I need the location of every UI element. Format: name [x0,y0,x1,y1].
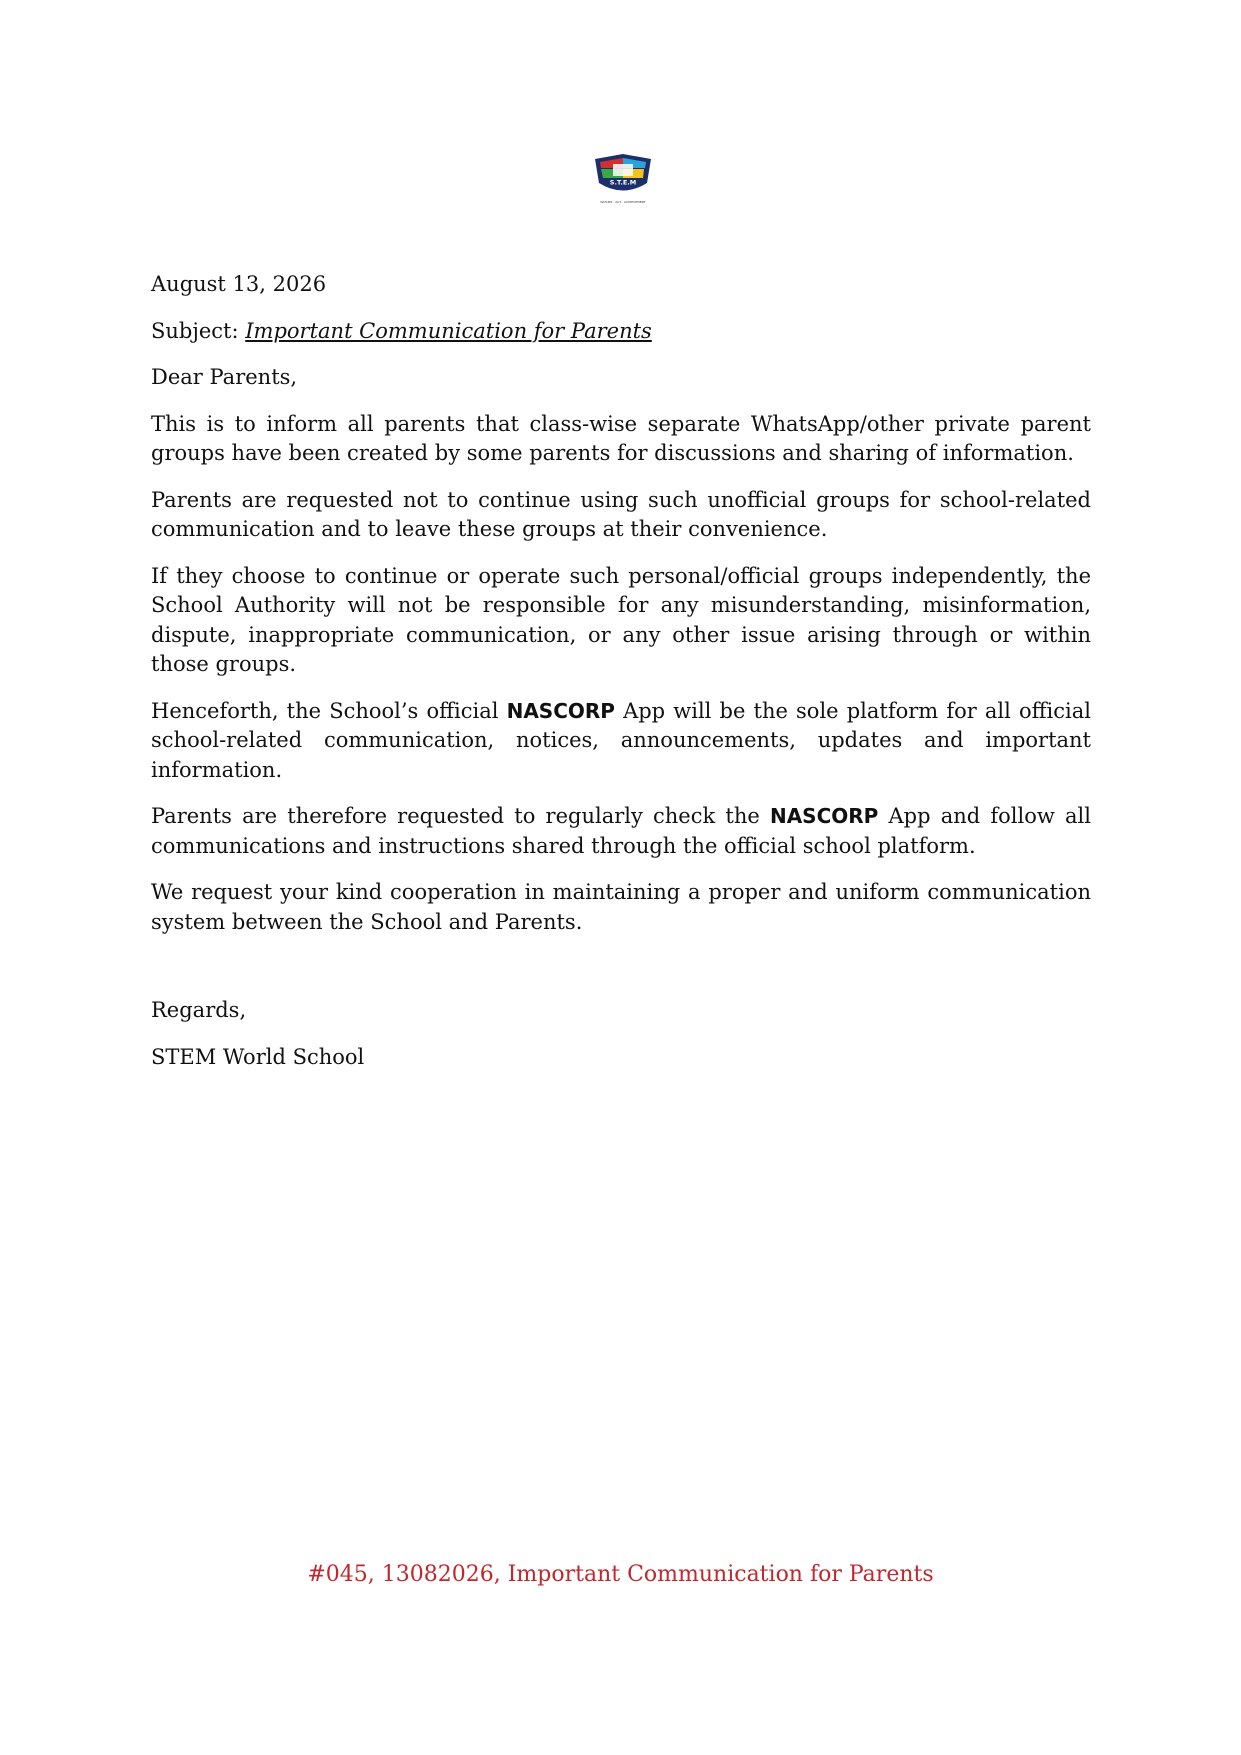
letter-body [151,270,1091,1089]
paragraph-6: We request your kind cooperation in maintaining a proper and uniform communication system between the School and Parents. [151,880,1091,934]
paragraph-4: Henceforth, the School’s official NASCORP App will be the sole platform for all official school-related communication, notices, announcements, updates and important information. [151,698,1091,782]
subject-label: Subject: [151,318,246,343]
closing: Regards, [151,998,247,1022]
signature: STEM World School [151,1044,365,1069]
paragraph-1: This is to inform all parents that class-wise separate WhatsApp/other private parent groups have been created by some parents for discussions and sharing of information. [151,411,1091,465]
letter-subject [151,317,1091,347]
logo-text: S.T.E.M [609,178,637,187]
paragraph-3: If they choose to continue or operate such personal/official groups independently, the School Authority will not be responsible for any misunderstanding, misinformation, dispute, inappropriate communication, or any other issue arising through or within those groups. [151,563,1091,676]
stem-crest-icon [591,152,655,206]
footer-reference: #045, 13082026, Important Communication for Parents [307,1562,934,1587]
school-logo [591,152,655,206]
paragraph-2: Parents are requested not to continue using such unofficial groups for school-related communication and to leave these groups at their convenience. [151,487,1091,541]
spacer [151,954,1091,996]
paragraph-5: Parents are therefore requested to regularly check the NASCORP App and follow all communications and instructions shared through the official school platform. [151,804,1091,858]
salutation: Dear Parents, [151,365,298,389]
app-name: NASCORP [769,804,879,828]
logo-motto: NATURE · ACT · ACHIEVEMENT [600,200,646,204]
subject-value: Important Communication for Parents [245,318,652,343]
app-name: NASCORP [506,698,615,723]
letter-date: August 13, 2026 [151,272,327,296]
